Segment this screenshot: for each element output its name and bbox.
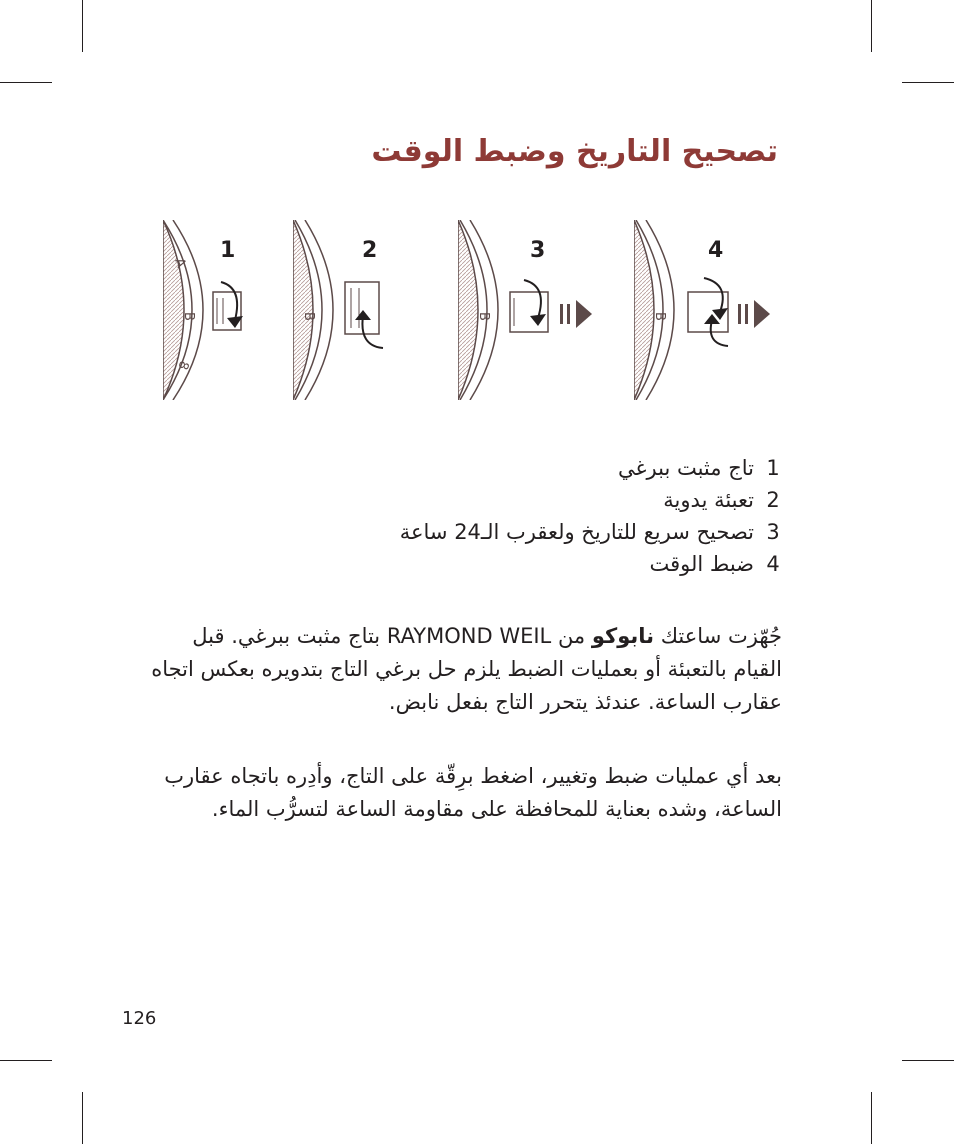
step-number: 4 [766,552,780,576]
step-text: تعبئة يدوية [663,488,754,512]
figure-crown-step-3 [458,220,598,400]
paragraph-screw-down-crown [142,620,782,719]
list-item [162,452,782,484]
figure-number-4: 4 [708,238,724,263]
crop-mark [0,1060,52,1061]
svg-text:B: B [476,312,491,321]
figure-crown-step-1 [163,220,258,400]
figure-number-3: 3 [530,238,546,263]
figure-crown-step-4 [634,220,779,400]
steps-list [162,452,782,580]
step-text: ضبط الوقت [649,552,754,576]
figure-crown-step-2 [293,220,393,400]
figure-number-1: 1 [220,238,236,263]
crop-mark [902,1060,954,1061]
svg-text:B: B [652,312,667,321]
paragraph-text: جُهّزت ساعتك [654,624,782,648]
figure-number-2: 2 [362,238,378,263]
page-number: 126 [122,1008,157,1029]
list-item [162,548,782,580]
svg-text:B: B [301,312,316,321]
svg-text:B: B [181,312,196,321]
crop-mark [902,82,954,83]
crop-mark [0,82,52,83]
crop-mark [82,1092,83,1144]
step-text: تاج مثبت ببرغي [618,456,754,480]
paragraph-water-resistance: بعد أي عمليات ضبط وتغيير، اضغط برِقّة على التاج، وأدِره باتجاه عقارب الساعة، وشده بعناية للمحافظة على مقاومة الساعة لتسرُّب الماء. [164,764,782,821]
crop-mark [871,0,872,52]
svg-text:A: A [171,256,189,270]
step-text: تصحيح سريع للتاريخ ولعقرب الـ24 ساعة [399,520,754,544]
step-number: 2 [766,488,780,512]
list-item [162,516,782,548]
crop-mark [82,0,83,52]
crop-mark [871,1092,872,1144]
step-number: 1 [766,456,780,480]
svg-text:8: 8 [174,358,192,372]
list-item [162,484,782,516]
paragraph-text: من RAYMOND WEIL بتاج مثبت ببرغي. قبل القيام بالتعبئة أو بعمليات الضبط يلزم حل برغي التاج بتدويره بعكس اتجاه عقارب الساعة. عندئذ يتحرر التاج بفعل نابض. [151,624,782,714]
page-title: تصحيح التاريخ وضبط الوقت [371,134,778,169]
step-number: 3 [766,520,780,544]
brand-name: نابوكو [591,624,655,648]
